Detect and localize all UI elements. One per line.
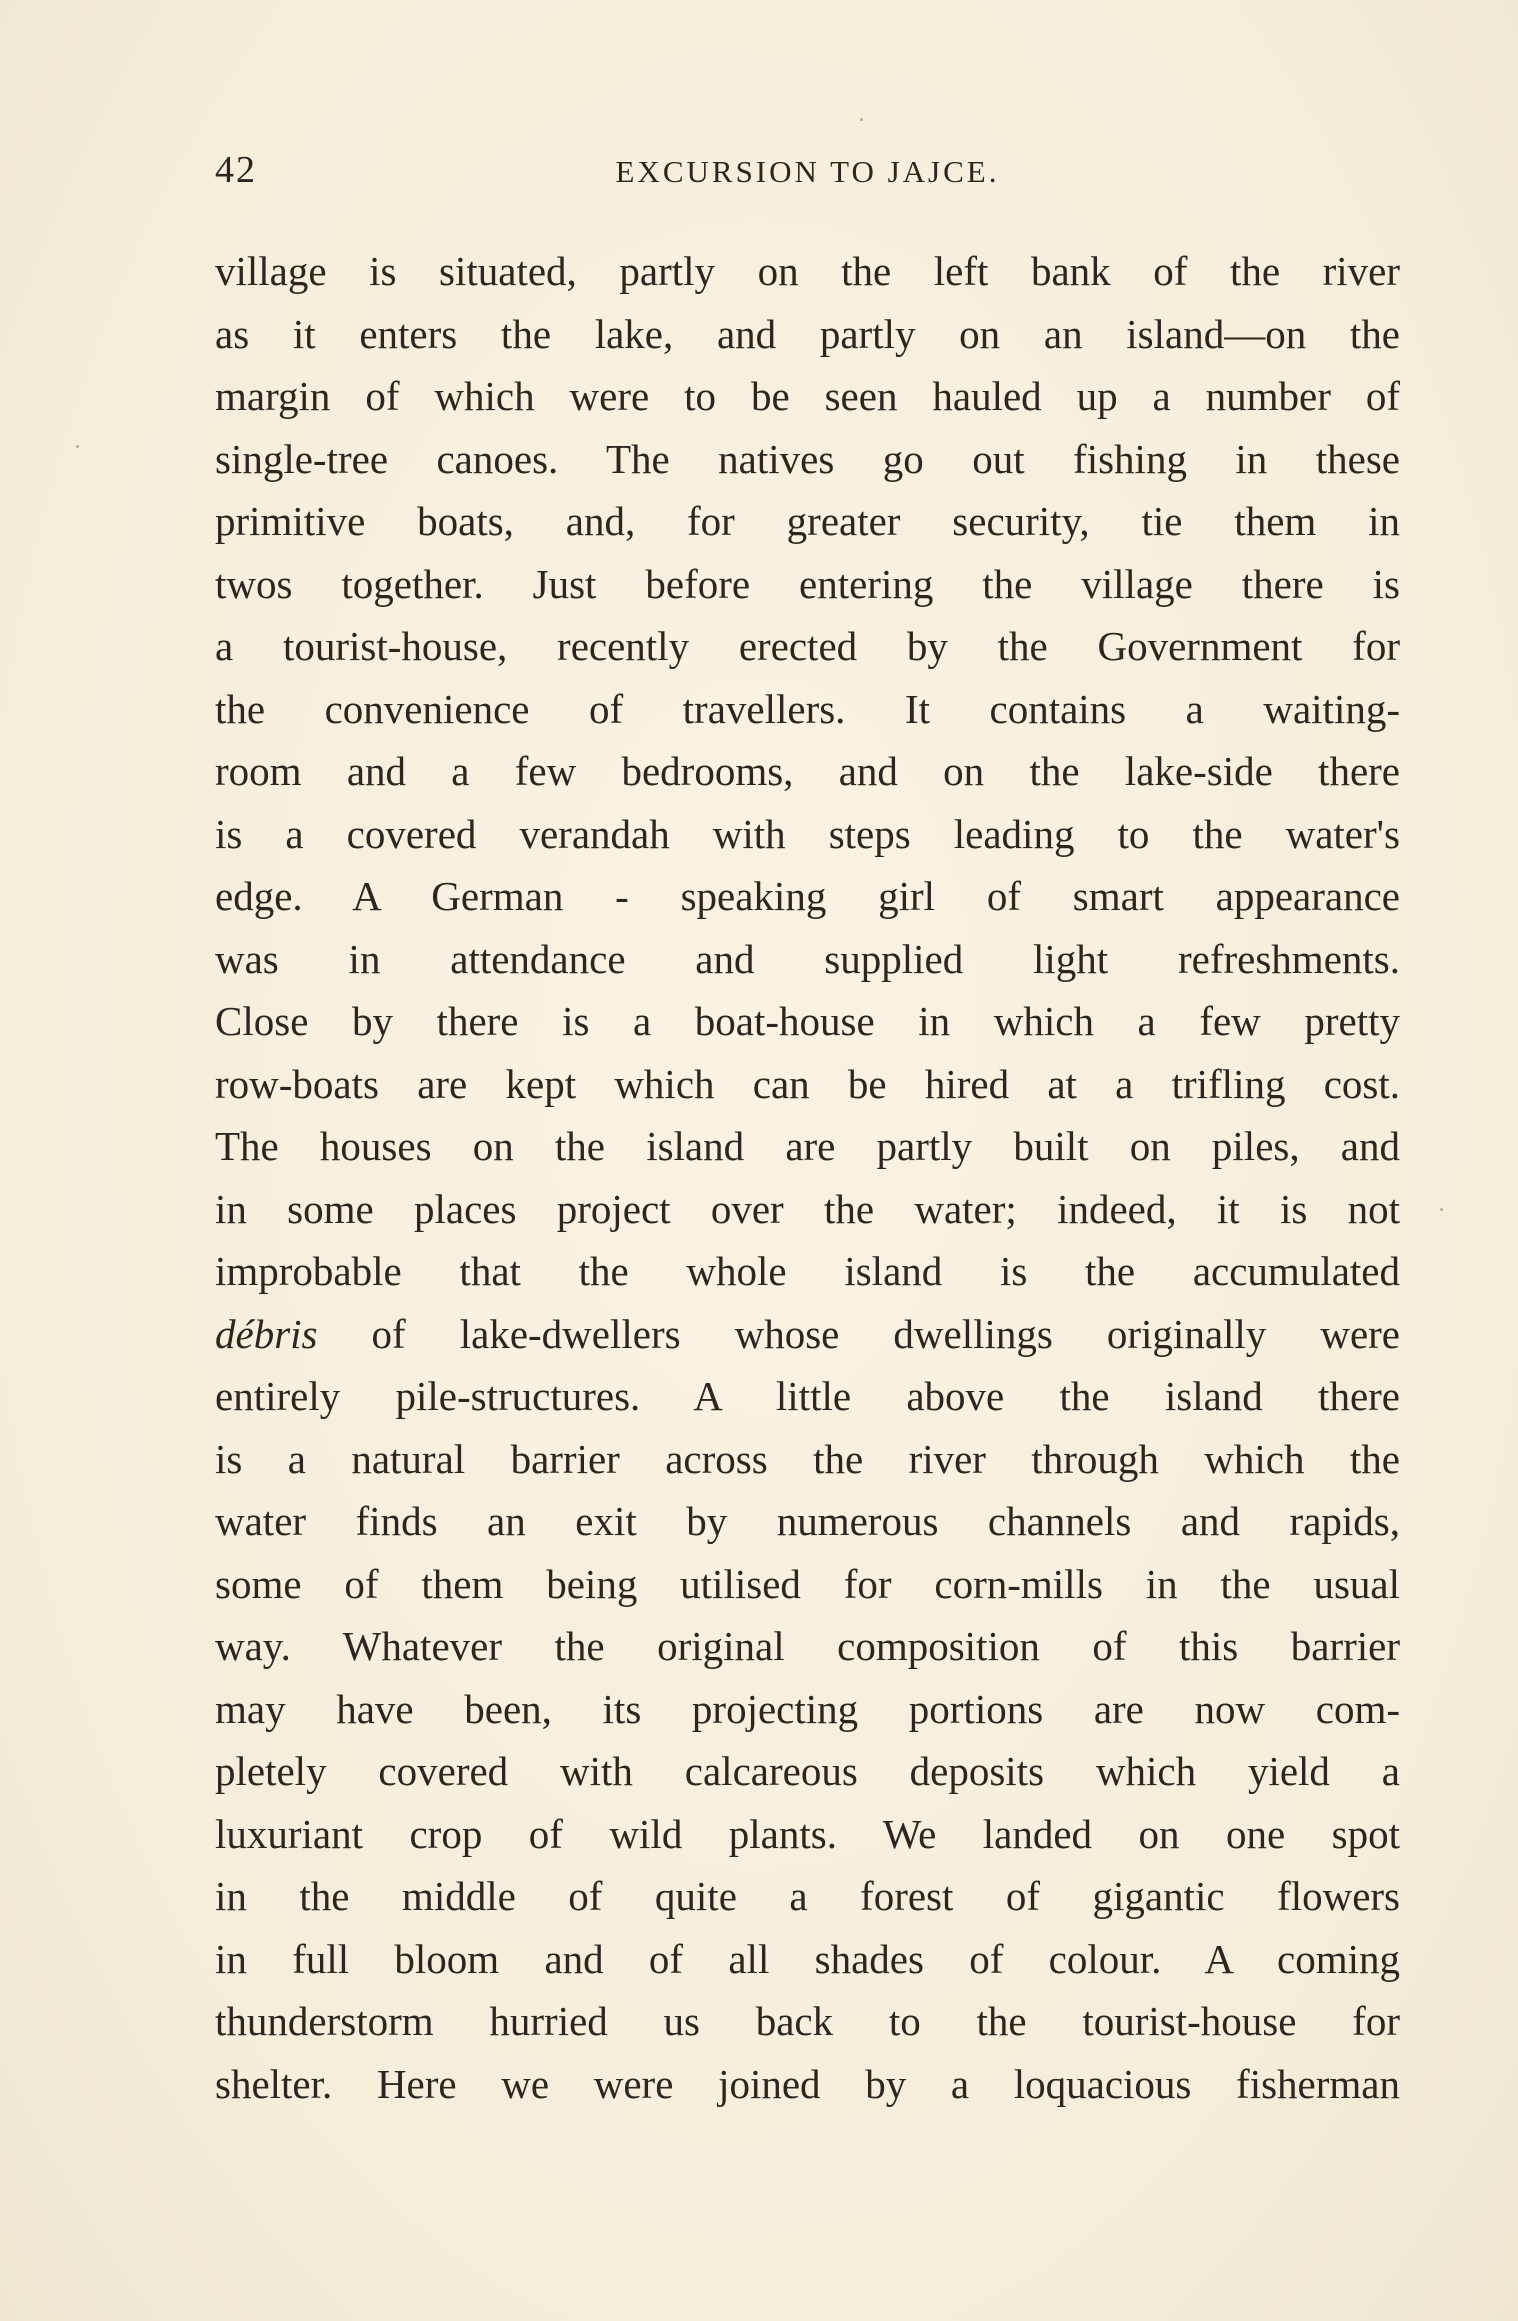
text-line: village is situated, partly on the left bank of the river — [215, 248, 1400, 294]
text-line: a tourist-house, recently erected by the Government for — [215, 623, 1400, 669]
text-line: The houses on the island are partly built on piles, and — [215, 1123, 1400, 1169]
text-line: was in attendance and supplied light refreshments. — [215, 935, 1400, 982]
text-line: primitive boats, and, for greater security, tie them in — [215, 498, 1400, 544]
text-line-debris — [215, 1303, 1400, 1366]
text-line: in full bloom and of all shades of colour. A coming — [215, 1935, 1400, 1982]
paper-speck — [76, 445, 79, 448]
text-line: thunderstorm hurried us back to the tourist-house for — [215, 1998, 1400, 2044]
text-line: single-tree canoes. The natives go out fishing in these — [215, 435, 1400, 482]
text-line: shelter. Here we were joined by a loquacious fisherman — [215, 2060, 1400, 2107]
text-line: entirely pile-structures. A little above the island there — [215, 1373, 1400, 1419]
text-line: in some places project over the water; indeed, it is not — [215, 1185, 1400, 1232]
text-line: Close by there is a boat-house in which a few pretty — [215, 998, 1400, 1044]
paper-speck — [860, 118, 863, 121]
text-line: room and a few bedrooms, and on the lake-side there — [215, 748, 1400, 794]
text-line: the convenience of travellers. It contains a waiting- — [215, 685, 1400, 732]
paper-speck — [1440, 1208, 1443, 1211]
body-text — [215, 240, 1400, 2115]
page-header — [215, 148, 1400, 208]
text-line: row-boats are kept which can be hired at a trifling cost. — [215, 1060, 1400, 1107]
text-line: is a natural barrier across the river through which the — [215, 1435, 1400, 1482]
running-title: EXCURSION TO JAJCE. — [615, 154, 1000, 189]
text-line: improbable that the whole island is the accumulated — [215, 1248, 1400, 1294]
text-line: water finds an exit by numerous channels and rapids, — [215, 1498, 1400, 1544]
text-line: some of them being utilised for corn-mills in the usual — [215, 1560, 1400, 1607]
text-line: in the middle of quite a forest of gigantic flowers — [215, 1873, 1400, 1919]
text-line: way. Whatever the original composition of this barrier — [215, 1623, 1400, 1669]
page-number: 42 — [215, 149, 257, 191]
text-line: edge. A German - speaking girl of smart appearance — [215, 873, 1400, 919]
italic-word-debris: débris — [215, 1310, 318, 1357]
text-line: luxuriant crop of wild plants. We landed on one spot — [215, 1810, 1400, 1857]
text-line-remainder: of lake-dwellers whose dwellings originally were — [317, 1310, 1400, 1357]
text-line: pletely covered with calcareous deposits which yield a — [215, 1748, 1400, 1794]
text-line: as it enters the lake, and partly on an island—on the — [215, 310, 1400, 357]
text-line: margin of which were to be seen hauled up a number of — [215, 373, 1400, 419]
text-line: is a covered verandah with steps leading to the water's — [215, 810, 1400, 857]
text-line: may have been, its projecting portions are now com- — [215, 1685, 1400, 1732]
text-line: twos together. Just before entering the village there is — [215, 560, 1400, 607]
